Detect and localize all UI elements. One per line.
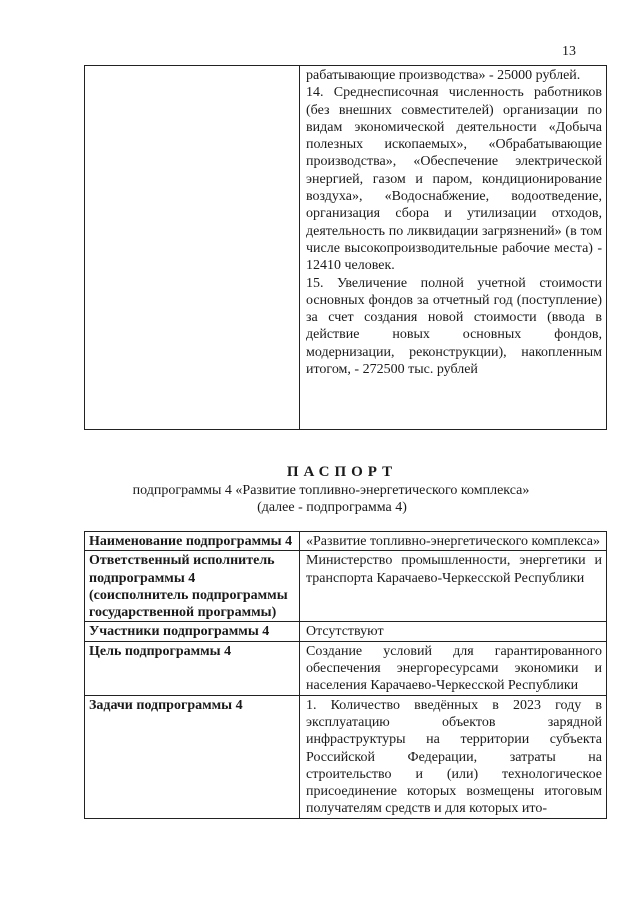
table-row (85, 641, 607, 695)
paragraph: 15. Увеличение полной учетной стоимости основных фондов за отчетный год (поступление) за счет создания новой стоимости (ввода в действие новых основных фондов, модернизации, реконструкции), накопленным итогом, - 272500 тыс. рублей (306, 275, 602, 378)
passport-header (0, 462, 640, 516)
row-value: Министерство промышленности, энергетики и транспорта Карачаево-Черкесской Республики (300, 551, 607, 622)
row-label: Участники подпрограммы 4 (85, 622, 300, 641)
page-number: 13 (562, 44, 576, 59)
passport-title: ПАСПОРТ (286, 464, 398, 480)
right-cell (300, 66, 607, 430)
table-row (85, 622, 607, 641)
paragraph: 14. Среднесписочная численность работников (без внешних совместителей) организации по видам экономической деятельности «Добыча полезных ископаемых», «Обрабатывающие производства», «Обеспечение электрической энергией, газом и паром, кондиционирование воздуха», «Водоснабжение, водоотведение, организация сбора и утилизации отходов, деятельность по ликвидации загрязнений» (в том числе высокопроизводительные рабочие места) - 12410 человек. (306, 85, 602, 274)
row-label: Цель подпрограммы 4 (85, 641, 300, 695)
passport-subtitle: подпрограммы 4 «Развитие топливно-энергетического комплекса» (132, 483, 530, 498)
row-label: Наименование подпрограммы 4 (85, 532, 300, 551)
row-value: 1. Количество введённых в 2023 году в эксплуатацию объектов зарядной инфраструктуры на территории субъекта Российской Федерации, затраты на строительство и (или) технологическое присоединение которых возмещены итоговым получателям средств и для которых ито- (300, 695, 607, 818)
row-label: Задачи подпрограммы 4 (85, 695, 300, 818)
passport-subtitle-2: (далее - подпрограмма 4) (257, 500, 407, 515)
left-cell (85, 66, 300, 430)
row-value: Создание условий для гарантированного обеспечения энергоресурсами экономики и населения Карачаево-Черкесской Республики (300, 641, 607, 695)
table-row (85, 695, 607, 818)
table-row (85, 66, 607, 430)
row-label: Ответственный исполнитель подпрограммы 4 (соисполнитель подпрограммы государственной программы) (85, 551, 300, 622)
paragraph: рабатывающие производства» - 25000 рублей. (306, 68, 581, 83)
table-row (85, 532, 607, 551)
passport-table (84, 531, 607, 819)
row-value: «Развитие топливно-энергетического комплекса» (300, 532, 607, 551)
row-value: Отсутствуют (300, 622, 607, 641)
continuation-table (84, 65, 607, 430)
table-row (85, 551, 607, 622)
